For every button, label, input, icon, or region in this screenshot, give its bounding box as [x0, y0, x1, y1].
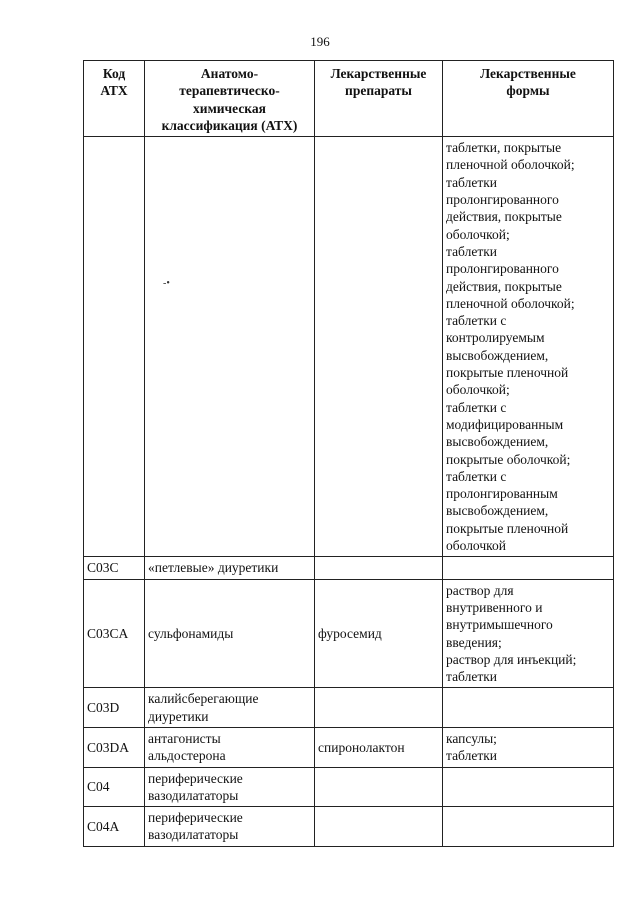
cell-forms: [443, 688, 614, 728]
cell-code: C03CA: [84, 579, 145, 688]
form-line: высвобождением,: [446, 503, 549, 519]
cell-classification: «петлевые» диуретики: [145, 557, 315, 579]
cell-classification: калийсберегающие диуретики: [145, 688, 315, 728]
cell-code: C04: [84, 767, 145, 807]
table-row-c03da: [84, 727, 614, 767]
cell-drug: [315, 688, 443, 728]
cell-code: C03D: [84, 688, 145, 728]
form-line: покрытые пленочной: [446, 520, 569, 536]
form-line: действия, покрытые: [446, 278, 562, 294]
form-line: модифицированным: [446, 416, 564, 432]
form-line: таблетки: [446, 243, 498, 259]
form-line: покрытые оболочкой;: [446, 451, 571, 467]
table-row-c03ca: [84, 579, 614, 688]
table-row-c04: [84, 767, 614, 807]
cell-classification: периферические вазодилататоры: [145, 807, 315, 847]
cell-forms: капсулы; таблетки: [443, 727, 614, 767]
form-line: оболочкой: [446, 538, 506, 554]
cell-classification: [145, 137, 315, 557]
table-row-c03c: [84, 557, 614, 579]
cell-drug: [315, 807, 443, 847]
form-line: пролонгированного: [446, 192, 559, 208]
page-number: 196: [310, 34, 330, 49]
table-row-continued: [84, 137, 614, 557]
form-line: таблетки, покрытые: [446, 140, 562, 156]
cell-drug: фуросемид: [315, 579, 443, 688]
cell-classification: периферические вазодилататоры: [145, 767, 315, 807]
cell-forms: [443, 137, 614, 557]
header-forms: Лекарственные формы: [443, 61, 614, 137]
scan-speck: -•: [163, 278, 170, 289]
cell-forms: [443, 807, 614, 847]
form-line: пролонгированным: [446, 486, 558, 502]
form-line: таблетки: [446, 174, 498, 190]
form-line: контролируемым: [446, 330, 545, 346]
header-classification: Анатомо- терапевтическо- химическая классификация (АТХ): [145, 61, 315, 137]
form-line: пленочной оболочкой;: [446, 295, 575, 311]
cell-code: C03DA: [84, 727, 145, 767]
cell-forms: [443, 557, 614, 579]
form-line: пленочной оболочкой;: [446, 157, 575, 173]
table-row-c03d: [84, 688, 614, 728]
table-row-c04a: [84, 807, 614, 847]
cell-forms: раствор для внутривенного и внутримышечного введения; раствор для инъекций; таблетки: [443, 579, 614, 688]
atc-table: [83, 60, 614, 847]
cell-drug: [315, 557, 443, 579]
form-line: высвобождением,: [446, 434, 549, 450]
form-line: пролонгированного: [446, 261, 559, 277]
form-line: покрытые пленочной: [446, 365, 569, 381]
cell-code: C03C: [84, 557, 145, 579]
cell-drug: [315, 137, 443, 557]
cell-classification: антагонисты альдостерона: [145, 727, 315, 767]
cell-classification: сульфонамиды: [145, 579, 315, 688]
form-line: действия, покрытые: [446, 209, 562, 225]
form-line: таблетки с: [446, 468, 507, 484]
form-line: оболочкой;: [446, 382, 510, 398]
form-line: оболочкой;: [446, 226, 510, 242]
cell-drug: [315, 767, 443, 807]
table-header-row: [84, 61, 614, 137]
header-drugs: Лекарственные препараты: [315, 61, 443, 137]
cell-drug: спиронолактон: [315, 727, 443, 767]
cell-code: [84, 137, 145, 557]
form-line: таблетки с: [446, 399, 507, 415]
form-line: высвобождением,: [446, 347, 549, 363]
cell-code: C04A: [84, 807, 145, 847]
form-line: таблетки с: [446, 313, 507, 329]
header-code: Код АТХ: [84, 61, 145, 137]
cell-forms: [443, 767, 614, 807]
